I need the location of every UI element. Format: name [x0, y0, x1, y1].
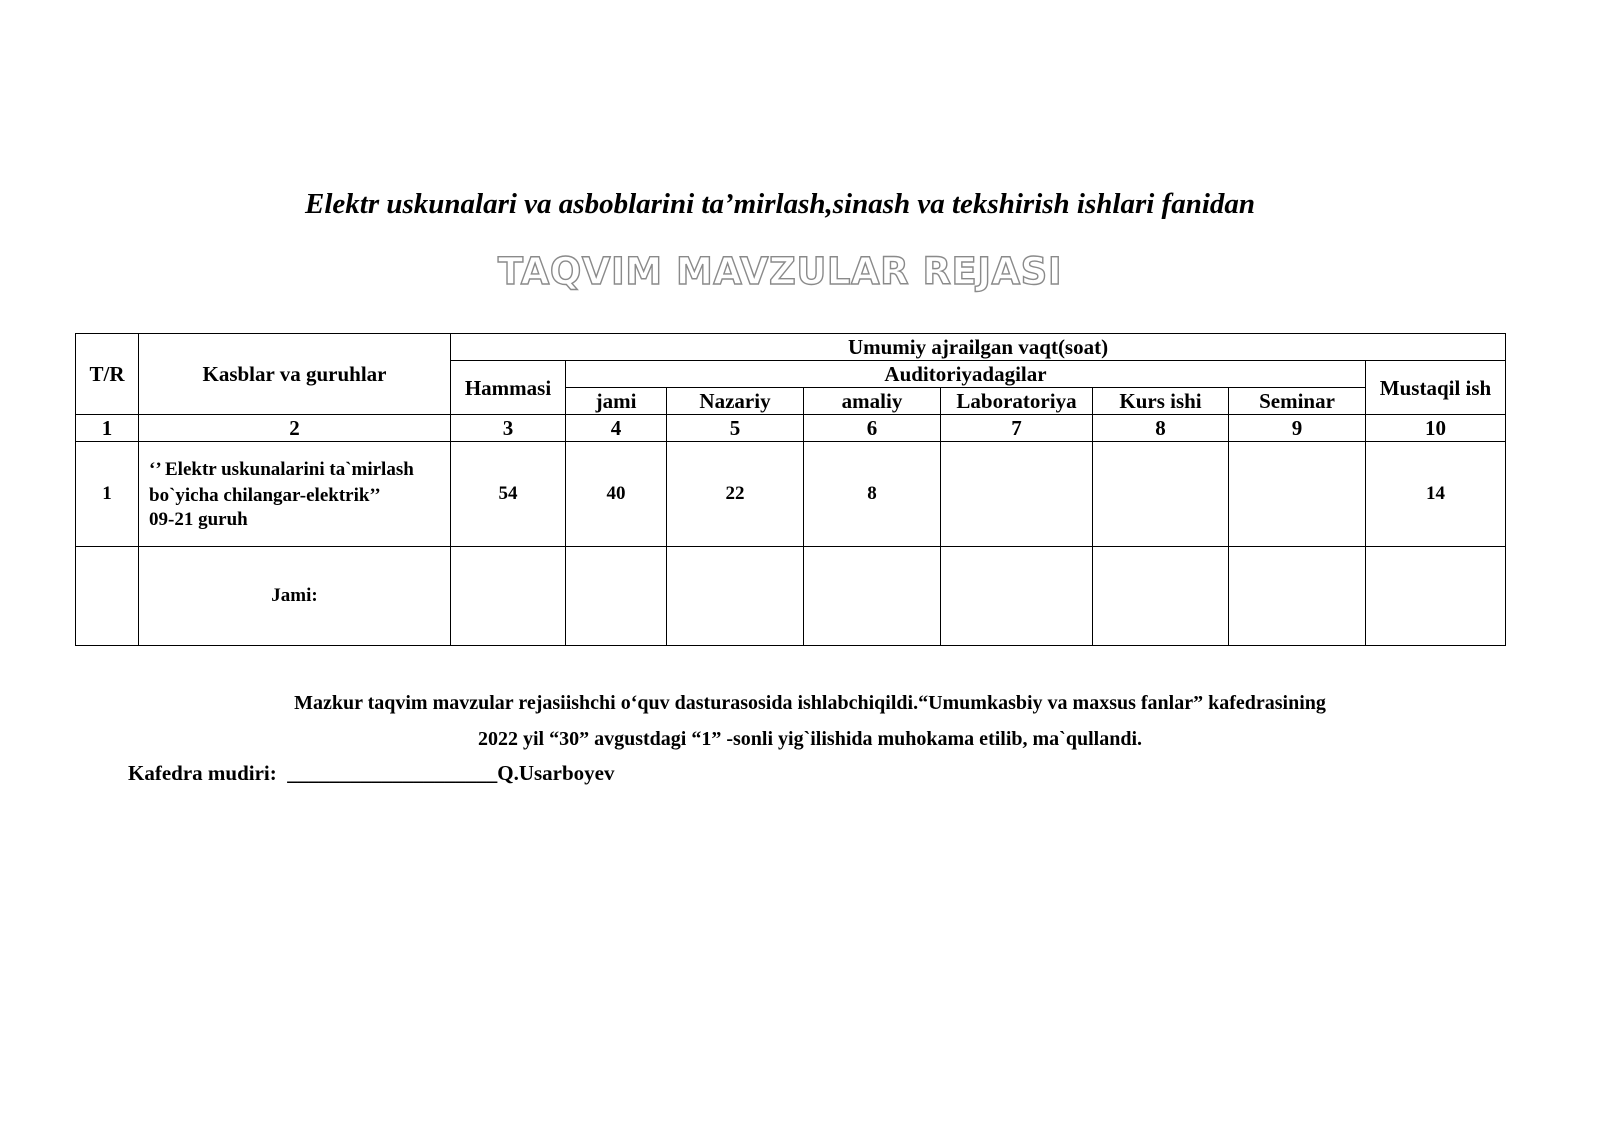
header-all: Hammasi: [451, 361, 566, 415]
total-cell: [804, 547, 941, 646]
column-number: 6: [804, 415, 941, 442]
column-number: 4: [566, 415, 667, 442]
header-laboratoriya: Laboratoriya: [941, 388, 1093, 415]
document-title: TAQVIM MAVZULAR REJASI: [497, 250, 1063, 293]
total-cell: [941, 547, 1093, 646]
header-amaliy: amaliy: [804, 388, 941, 415]
row-profession: [139, 442, 451, 547]
row-nazariy: 22: [667, 442, 804, 547]
header-total-time: Umumiy ajrailgan vaqt(soat): [451, 334, 1506, 361]
column-number: 10: [1366, 415, 1506, 442]
row-amaliy: 8: [804, 442, 941, 547]
column-number: 1: [76, 415, 139, 442]
profession-name: ‘’ Elektr uskunalarini ta`mirlash bo`yicha chilangar-elektrik’’: [149, 459, 414, 506]
row-jami: 40: [566, 442, 667, 547]
total-cell: [1366, 547, 1506, 646]
total-cell: [667, 547, 804, 646]
row-mustaqil: 14: [1366, 442, 1506, 547]
row-kurs-ishi: [1093, 442, 1229, 547]
group-name: 09-21 guruh: [149, 509, 248, 530]
total-cell: [1229, 547, 1366, 646]
approval-note-line2: 2022 yil “30” avgustdagi “1” -sonli yig`ilishida muhokama etilib, ma`qullandi.: [477, 728, 1142, 750]
total-cell: [1093, 547, 1229, 646]
column-number-row: [76, 415, 1506, 442]
approval-note-line1: Mazkur taqvim mavzular rejasiishchi o‘quv dasturasosida ishlabchiqildi.“Umumkasbiy va maxsus fanlar” kafedrasining: [294, 692, 1326, 714]
table-row: [76, 442, 1506, 547]
header-tr: T/R: [76, 334, 139, 415]
total-tr: [76, 547, 139, 646]
head-name: Q.Usarboyev: [497, 761, 615, 785]
total-cell: [566, 547, 667, 646]
signature-line: ____________________: [287, 761, 498, 785]
header-profession: Kasblar va guruhlar: [139, 334, 451, 415]
header-kurs-ishi: Kurs ishi: [1093, 388, 1229, 415]
total-label: Jami:: [139, 547, 451, 646]
head-label: Kafedra mudiri:: [128, 761, 277, 785]
department-head-signature: [128, 760, 614, 786]
total-cell: [451, 547, 566, 646]
column-number: 2: [139, 415, 451, 442]
column-number: 8: [1093, 415, 1229, 442]
header-jami: jami: [566, 388, 667, 415]
column-number: 7: [941, 415, 1093, 442]
header-independent: Mustaqil ish: [1366, 361, 1506, 415]
column-number: 3: [451, 415, 566, 442]
schedule-table: [75, 333, 1506, 646]
column-number: 5: [667, 415, 804, 442]
total-row: [76, 547, 1506, 646]
header-nazariy: Nazariy: [667, 388, 804, 415]
column-number: 9: [1229, 415, 1366, 442]
header-seminar: Seminar: [1229, 388, 1366, 415]
header-auditorium: Auditoriyadagilar: [566, 361, 1366, 388]
row-all: 54: [451, 442, 566, 547]
row-seminar: [1229, 442, 1366, 547]
subject-title: Elektr uskunalari va asboblarini ta’mirlash,sinash va tekshirish ishlari fanidan: [304, 188, 1256, 220]
row-laboratoriya: [941, 442, 1093, 547]
row-tr: 1: [76, 442, 139, 547]
